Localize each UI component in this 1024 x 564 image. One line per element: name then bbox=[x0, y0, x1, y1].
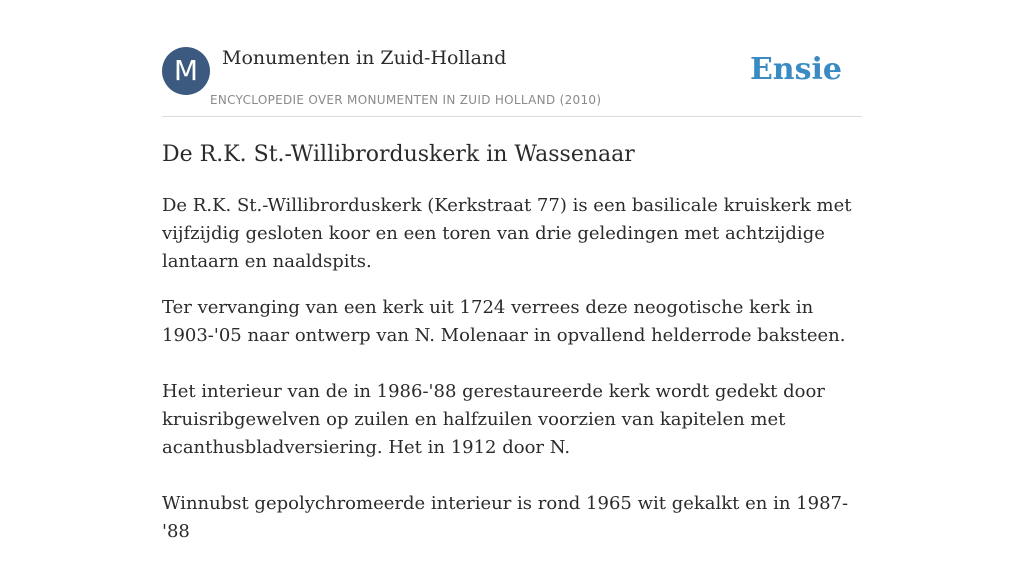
article-title: De R.K. St.-Willibrorduskerk in Wassenaar bbox=[162, 142, 635, 167]
book-avatar[interactable]: M bbox=[162, 47, 210, 95]
paragraph: Winnubst gepolychromeerde interieur is rond 1965 wit gekalkt en in 1987-'88 bbox=[162, 493, 849, 542]
site-header bbox=[162, 46, 862, 117]
paragraph: Het interieur van de in 1986-'88 gerestaureerde kerk wordt gedekt door kruisribgewelven op zuilen en halfzuilen voorzien van kapitelen met acanthusbladversiering. Het in 1912 door N. bbox=[162, 381, 825, 458]
ensie-logo[interactable]: Ensie bbox=[749, 52, 842, 87]
book-title-link[interactable]: Monumenten in Zuid-Holland bbox=[222, 47, 507, 69]
paragraph: Ter vervanging van een kerk uit 1724 verrees deze neogotische kerk in 1903-'05 naar ontwerp van N. Molenaar in opvallend helderrode baksteen. bbox=[162, 297, 846, 346]
book-subtitle: ENCYCLOPEDIE OVER MONUMENTEN IN ZUID HOLLAND (2010) bbox=[210, 93, 602, 107]
paragraph: De R.K. St.-Willibrorduskerk (Kerkstraat 77) is een basilicale kruiskerk met vijfzijdig gesloten koor en een toren van drie geledingen met achtzijdige lantaarn en naaldspits. bbox=[162, 195, 852, 272]
article-body bbox=[162, 192, 864, 564]
